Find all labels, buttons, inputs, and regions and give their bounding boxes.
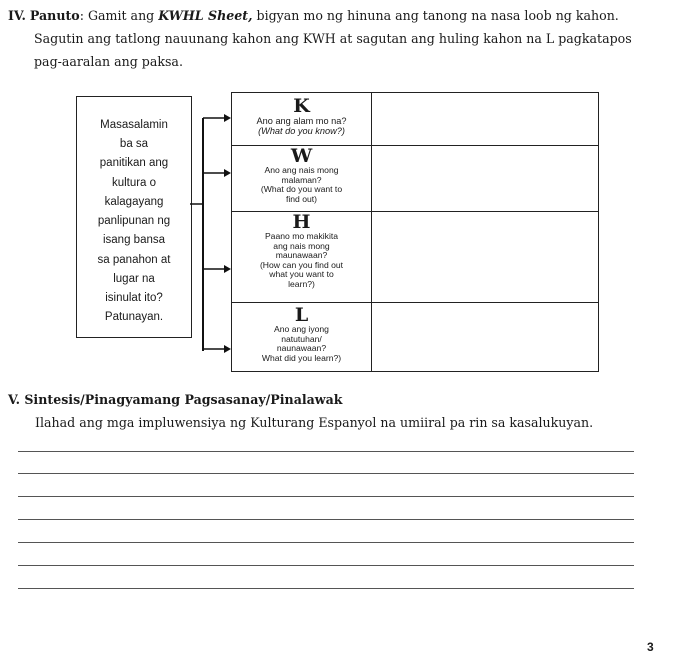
kwhl-letter-w: W xyxy=(290,145,313,167)
kwhl-cell-w xyxy=(232,146,371,204)
kwhl-letter-l: L xyxy=(294,304,309,326)
answer-line[interactable] xyxy=(18,519,634,520)
kwhl-prompt-line: natutuhan/ xyxy=(281,333,322,344)
kwhl-prompt-line: What did you learn?) xyxy=(261,352,342,363)
kwhl-cell-k xyxy=(232,96,371,136)
kwhl-prompt-line: Ano ang nais mong xyxy=(264,165,339,175)
answer-line[interactable] xyxy=(18,588,634,589)
kwhl-prompt-line: Ano ang iyong xyxy=(274,324,329,334)
kwhl-prompt-line: learn?) xyxy=(288,278,315,289)
question-line: sa panahon at xyxy=(97,254,171,266)
kwhl-prompt-line: what you want to xyxy=(269,269,334,279)
question-line: isinulat ito? xyxy=(105,292,163,304)
kwhl-prompt-line: find out) xyxy=(285,193,318,204)
question-line: panlipunan ng xyxy=(97,215,171,227)
kwhl-prompt-line: (How can you find out xyxy=(259,259,344,270)
kwhl-prompt-line: Paano mo makikita xyxy=(264,231,339,241)
kwhl-answer-h[interactable] xyxy=(372,212,598,302)
answer-line[interactable] xyxy=(18,565,634,566)
kwhl-answer-w[interactable] xyxy=(372,146,598,211)
instruction-text-1: Gamit ang xyxy=(83,8,159,23)
answer-line[interactable] xyxy=(18,451,634,452)
kwhl-prompt-line: Ano ang alam mo na? xyxy=(256,116,347,126)
kwhl-table xyxy=(231,92,599,372)
page-number: 3 xyxy=(647,640,654,654)
question-line: Masasalamin xyxy=(100,119,168,131)
answer-line[interactable] xyxy=(18,496,634,497)
instruction-line-3: pag-aaralan ang paksa. xyxy=(34,54,183,69)
kwhl-prompt-line: ang nais mong xyxy=(273,240,330,251)
kwhl-letter-k: K xyxy=(293,95,310,117)
kwhl-cell-l xyxy=(232,305,371,363)
question-line: Patunayan. xyxy=(104,311,164,323)
kwhl-cell-h xyxy=(232,212,371,289)
question-box xyxy=(76,96,192,338)
question-line: lugar na xyxy=(113,273,155,285)
kwhl-prompt-line: naunawaan? xyxy=(276,343,327,353)
instruction-number: IV. xyxy=(8,8,26,23)
answer-line[interactable] xyxy=(18,473,634,474)
section-5-title: V. Sintesis/Pinagyamang Pagsasanay/Pinalawak xyxy=(8,392,343,407)
kwhl-prompt-line: malaman? xyxy=(281,174,322,185)
kwhl-prompt-line: (What do you want to xyxy=(260,184,343,194)
kwhl-letter-h: H xyxy=(292,211,311,233)
question-line: isang bansa xyxy=(102,234,166,246)
instruction-line-2: Sagutin ang tatlong nauunang kahon ang KWH at sagutan ang huling kahon na L pagkatapos xyxy=(34,31,632,46)
kwhl-answer-l[interactable] xyxy=(372,303,598,371)
question-line: kalagayang xyxy=(104,196,164,208)
instructions xyxy=(8,4,676,73)
question-line: panitikan ang xyxy=(99,157,169,169)
kwhl-prompt-line: maunawaan? xyxy=(275,250,328,260)
kwhl-answer-k[interactable] xyxy=(372,93,598,145)
question-line: ba sa xyxy=(119,138,149,150)
instruction-text-2: bigyan mo ng hinuna ang tanong na nasa loob ng kahon. xyxy=(252,8,619,23)
connector-arrows xyxy=(190,95,232,353)
instruction-colon: : xyxy=(79,8,84,23)
question-line: kultura o xyxy=(111,177,157,189)
instruction-label: Panuto xyxy=(29,8,80,23)
kwhl-prompt-line: (What do you know?) xyxy=(258,126,345,136)
kwhl-sheet-term: KWHL Sheet, xyxy=(158,8,253,23)
section-5-instruction: Ilahad ang mga impluwensiya ng Kulturang Espanyol na umiiral pa rin sa kasalukuyan. xyxy=(35,415,594,430)
answer-line[interactable] xyxy=(18,542,634,543)
